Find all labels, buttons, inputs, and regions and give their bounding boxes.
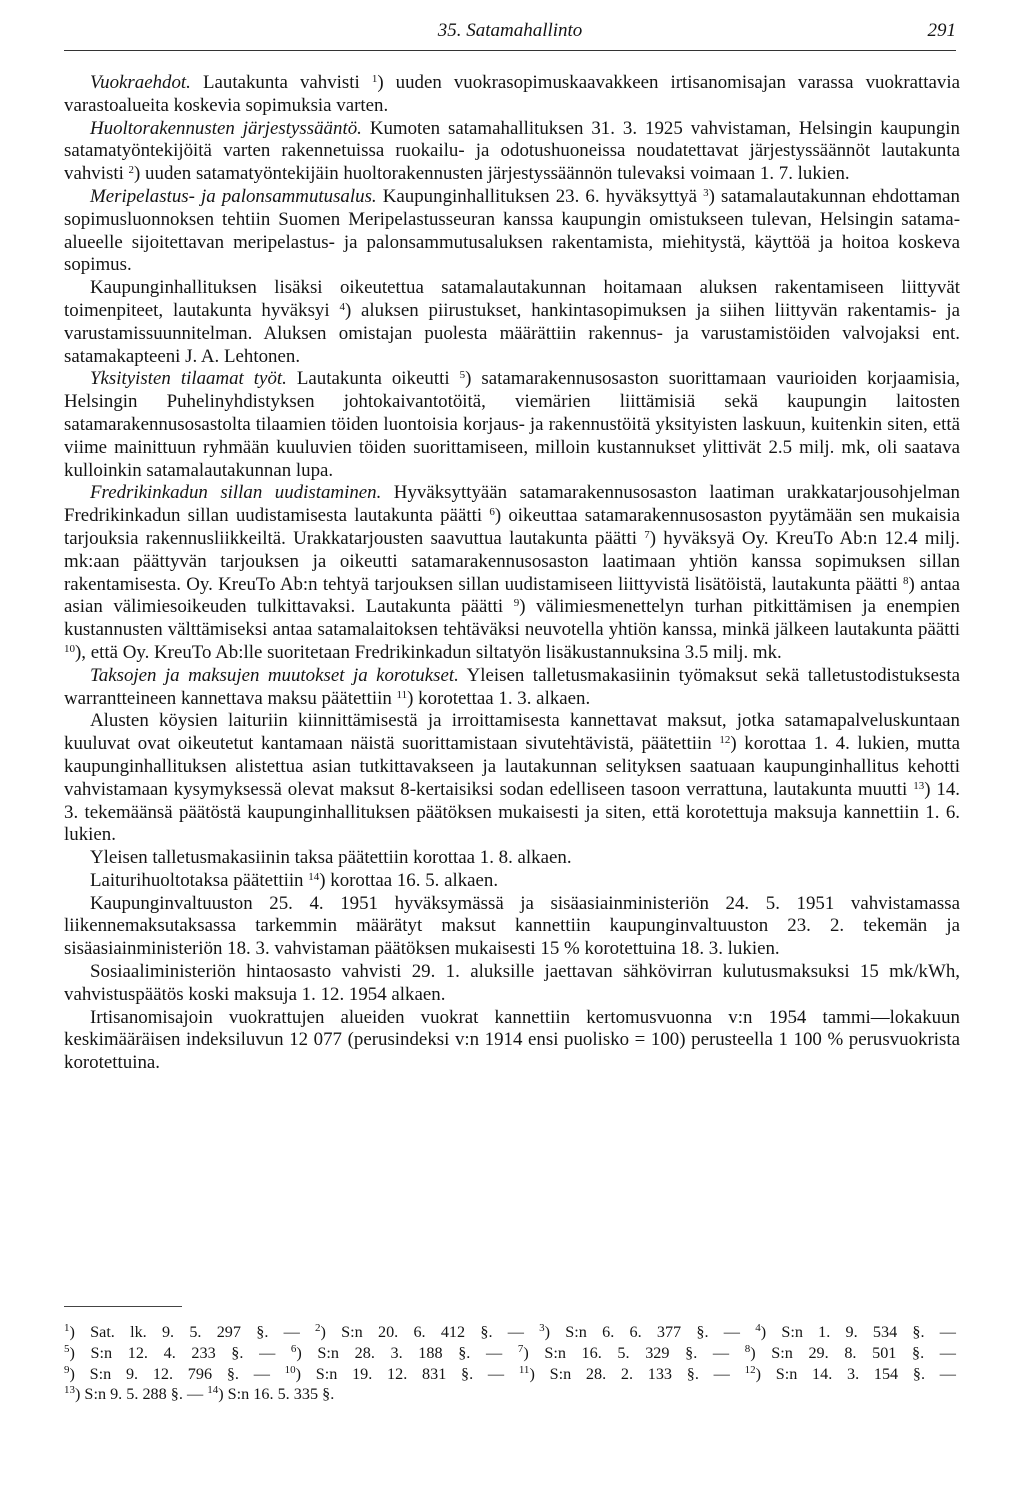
section-title: 35. Satamahallinto [437, 20, 583, 41]
footnote-ref: 3 [703, 186, 709, 199]
text-run: ), että Oy. KreuTo Ab:lle suoritetaan Fredrikinkadun siltatyön lisäkustannuksina 3.5 milj. mk. [75, 641, 782, 663]
text-run: Lautakunta oikeutti [286, 368, 460, 390]
text-run: ) välimiesmenettelyn turhan pitkittämisen ja enempien kustannusten välttämiseksi antaa satamalaitoksen tehtäväksi neuvotella yhtiön kanssa, minkä jälkeen lautakunta päätti [64, 596, 960, 641]
footnote-ref: 3 [539, 1322, 545, 1334]
text-run: ) S:n 9. 5. 288 §. — [75, 1385, 208, 1404]
footnote-ref: 2 [315, 1322, 321, 1334]
paragraph-heading: Yksityisten tilaamat työt. [90, 368, 287, 390]
footnote-ref: 7 [644, 528, 650, 541]
footnote-line [64, 1364, 956, 1385]
text-run: ) S:n 28. 3. 188 §. — [296, 1343, 518, 1362]
footnote-ref: 1 [64, 1322, 70, 1334]
body-text [64, 72, 960, 1075]
paragraph [64, 72, 960, 118]
footnote-ref: 14 [308, 870, 320, 883]
text-run: Yleisen talletusmakasiinin työmaksut sekä talletustodistuksesta warrantteineen kannettava maksu päätettiin [64, 664, 960, 709]
text-run: ) antaa asian välimiesoikeuden tulkittavaksi. Lautakunta päätti [64, 573, 960, 618]
footnote-ref: 2 [128, 164, 135, 177]
footnote-ref: 12 [719, 734, 731, 747]
footnote-line [64, 1384, 956, 1405]
text-run: ) S:n 16. 5. 329 §. — [523, 1343, 745, 1362]
text-run: ) S:n 14. 3. 154 §. — [755, 1364, 956, 1383]
text-run: ) S:n 1. 9. 534 §. — [760, 1323, 956, 1341]
text-run: ) S:n 28. 2. 133 §. — [529, 1364, 745, 1383]
footnote-ref: 13 [913, 779, 925, 792]
text-run: Irtisanomisajoin vuokrattujen alueiden vuokrat kannettiin kertomusvuonna v:n 1954 tammi—lokakuun keskimääräisen indeksiluvun 12 077 (perusindeksi v:n 1914 ensi puolisko = 100) perusteella 1 100 % perusvuokrista korotettuina. [64, 1006, 960, 1074]
text-run: ) S:n 29. 8. 501 §. — [750, 1343, 956, 1362]
page-number: 291 [927, 20, 956, 41]
paragraph [64, 847, 960, 870]
text-run: Alusten köysien laituriin kiinnittämisestä ja irroittamisesta kannettavat maksut, jotka satamapalveluskuntaan kuuluvat ovat oikeutetut kantamaan näistä suorittamistaan sivutehtävistä, päätettiin [64, 710, 960, 755]
footnote-ref: 5 [459, 369, 466, 382]
footnote-ref: 10 [64, 642, 75, 655]
footnote-ref: 4 [339, 300, 345, 313]
text-run: Laiturihuoltotaksa päätettiin [90, 869, 309, 891]
paragraph [64, 893, 960, 961]
text-run: ) korotettaa 1. 3. alkaen. [407, 687, 591, 709]
text-run: Kumoten satamahallituksen 31. 3. 1925 vahvistaman, Helsingin kaupungin satamatyöntekijöitä varten rakennetuissa ruokailu- ja odotushuoneissa noudatettavat järjestyssäännöt lautakunta vahvisti [64, 117, 960, 185]
footnote-ref: 9 [513, 597, 520, 610]
footnote-ref: 8 [744, 1342, 751, 1355]
text-run: ) hyväksyä Oy. KreuTo Ab:n 12.4 milj. mk:aan päättyvän tarjouksen ja oikeutti satamarakennusosaston laatimaan yhtiön kanssa sopimuksen sillan rakentamisesta. Oy. KreuTo Ab:n tehtyä tarjouksen sillan uudistamiseen liittyvistä lisätöistä, lautakunta päätti [64, 527, 960, 595]
text-run: ) aluksen piirustukset, hankintasopimuksen ja siihen liittyvän rakentamis- ja varustamissuunnitelman. Aluksen omistajan puolesta määrättiin rakennus- ja varustamistöiden valvojaksi ent. satamakapteeni J. A. Lehtonen. [64, 299, 960, 367]
text-run: ) S:n 9. 12. 796 §. — [69, 1364, 285, 1383]
footnote-ref: 4 [755, 1322, 761, 1334]
header-rule [64, 50, 956, 51]
footnote-ref: 6 [489, 506, 495, 519]
paragraph-heading: Huoltorakennusten järjestyssääntö. [90, 117, 362, 139]
footnote-ref: 6 [290, 1342, 297, 1355]
footnote-ref: 11 [396, 688, 408, 701]
paragraph [64, 186, 960, 277]
text-run: Yleisen talletusmakasiinin taksa päätettiin korottaa 1. 8. alkaen. [90, 847, 572, 869]
footnote-ref: 1 [371, 73, 378, 85]
text-run: ) 14. 3. tekemäänsä päätöstä kaupunginhallituksen päätöksen mukaisesti ja siten, että korotettuja maksuja kannettiin 1. 6. lukien. [64, 778, 960, 846]
text-run: ) Sat. lk. 9. 5. 297 §. — [69, 1323, 316, 1341]
paragraph [64, 961, 960, 1007]
text-run: ) oikeuttaa satamarakennusosaston pyytämään sen mukaisia tarjouksia rakennusliikkeiltä. Urakkatarjousten saavuttua lautakunta päätti [64, 505, 960, 549]
paragraph-heading: Taksojen ja maksujen muutokset ja korotukset. [90, 664, 459, 686]
paragraph [64, 118, 960, 186]
paragraph [64, 277, 960, 368]
footnote-ref: 5 [64, 1342, 70, 1355]
paragraph [64, 1007, 960, 1075]
footnotes [64, 1322, 956, 1405]
paragraph [64, 368, 960, 482]
running-header [64, 20, 956, 50]
text-run: ) uuden satamatyöntekijäin huoltorakennusten järjestyssäännön tulevaksi voimaan 1. 7. lukien. [134, 163, 850, 185]
footnote-ref: 9 [64, 1363, 70, 1376]
paragraph [64, 870, 960, 893]
text-run: ) S:n 20. 6. 412 §. — [320, 1323, 540, 1341]
paragraph-heading: Fredrikinkadun sillan uudistaminen. [90, 482, 382, 504]
paragraph [64, 482, 960, 664]
footnote-line [64, 1322, 956, 1343]
text-run: ) uuden vuokrasopimuskaavakkeen irtisanomisajan varassa vuokrattavia varastoalueita koskevia sopimuksia varten. [64, 72, 960, 116]
paragraph [64, 710, 960, 847]
footnote-ref: 10 [284, 1363, 296, 1376]
paragraph-heading: Meripelastus- ja palonsammutusalus. [90, 185, 377, 207]
text-run: ) satamalautakunnan ehdottaman sopimusluonnoksen tehtiin Suomen Meripelastusseuran kanssa kaupungin omistukseen tulevan, Helsingin satama-alueelle sijoitettavan meripelastus- ja palonsammutusaluksen rakentamista, miehitystä, käyttöä ja hoitoa koskeva sopimus. [64, 185, 960, 276]
footnote-ref: 8 [903, 574, 909, 587]
text-run: ) S:n 19. 12. 831 §. — [295, 1364, 519, 1383]
footnote-ref: 12 [744, 1363, 756, 1376]
footnote-ref: 11 [518, 1363, 530, 1376]
footnote-line [64, 1343, 956, 1364]
paragraph-heading: Vuokraehdot. [90, 72, 191, 93]
text-run: ) S:n 6. 6. 377 §. — [544, 1323, 756, 1341]
footnote-rule [64, 1306, 182, 1307]
text-run: ) satamarakennusosaston suorittamaan vaurioiden korjaamisia, Helsingin Puhelinyhdistyksen johtokaivantotöitä, viemärien liittämisiä sekä kaupungin laitosten satamarakennusosastolta tilaamien töiden luontoisia korjaus- ja rakennustöitä yksityisten laskuun, kuitenkin siten, että viime mainittuun ryhmään kuuluvien töiden suorittamiseen, milloin kustannukset ylittivät 2.5 milj. mk, oli saatava kulloinkin satamalautakunnan lupa. [64, 368, 960, 481]
text-run: Kaupunginhallituksen 23. 6. hyväksyttyä [376, 185, 704, 207]
text-run: Lautakunta vahvisti [190, 72, 372, 93]
text-run: Kaupunginhallituksen lisäksi oikeutettua satamalautakunnan hoitamaan aluksen rakentamiseen liittyvät toimenpiteet, lautakunta hyväksyi [64, 277, 960, 321]
paragraph [64, 665, 960, 711]
text-run: Kaupunginvaltuuston 25. 4. 1951 hyväksymässä ja sisäasiainministeriön 24. 5. 1951 vahvistamassa liikennemaksutaksassa tarkemmin määrätyt maksut kannettiin kaupunginvaltuuston 23. 2. tekemän ja sisäasiainministeriön 18. 3. vahvistaman päätöksen mukaisesti 15 % korotettuina 18. 3. lukien. [64, 892, 960, 960]
footnote-ref: 7 [517, 1342, 524, 1355]
text-run: ) S:n 12. 4. 233 §. — [69, 1343, 291, 1362]
text-run: ) S:n 16. 5. 335 §. [218, 1385, 335, 1404]
text-run: ) korottaa 16. 5. alkaen. [319, 869, 499, 891]
footnote-ref: 13 [64, 1384, 75, 1397]
footnote-ref: 14 [207, 1384, 219, 1397]
text-run: ) korottaa 1. 4. lukien, mutta kaupunginhallituksen alistettua asian tutkittavakseen ja lautakunnan selityksen saatuaan kaupunginhallitus kehotti vahvistamaan kysymyksessä olevat maksut 8-kertaisiksi sodan edelliseen tasoon verrattuna, lautakunta muutti [64, 733, 961, 800]
text-run: Hyväksyttyään satamarakennusosaston laatiman urakkatarjousohjelman Fredrikinkadun sillan uudistamisesta lautakunta päätti [64, 482, 960, 527]
text-run: Sosiaaliministeriön hintaosasto vahvisti 29. 1. aluksille jaettavan sähkövirran kulutusmaksuksi 15 mk/kWh, vahvistuspäätös koski maksuja 1. 12. 1954 alkaen. [64, 961, 960, 1005]
